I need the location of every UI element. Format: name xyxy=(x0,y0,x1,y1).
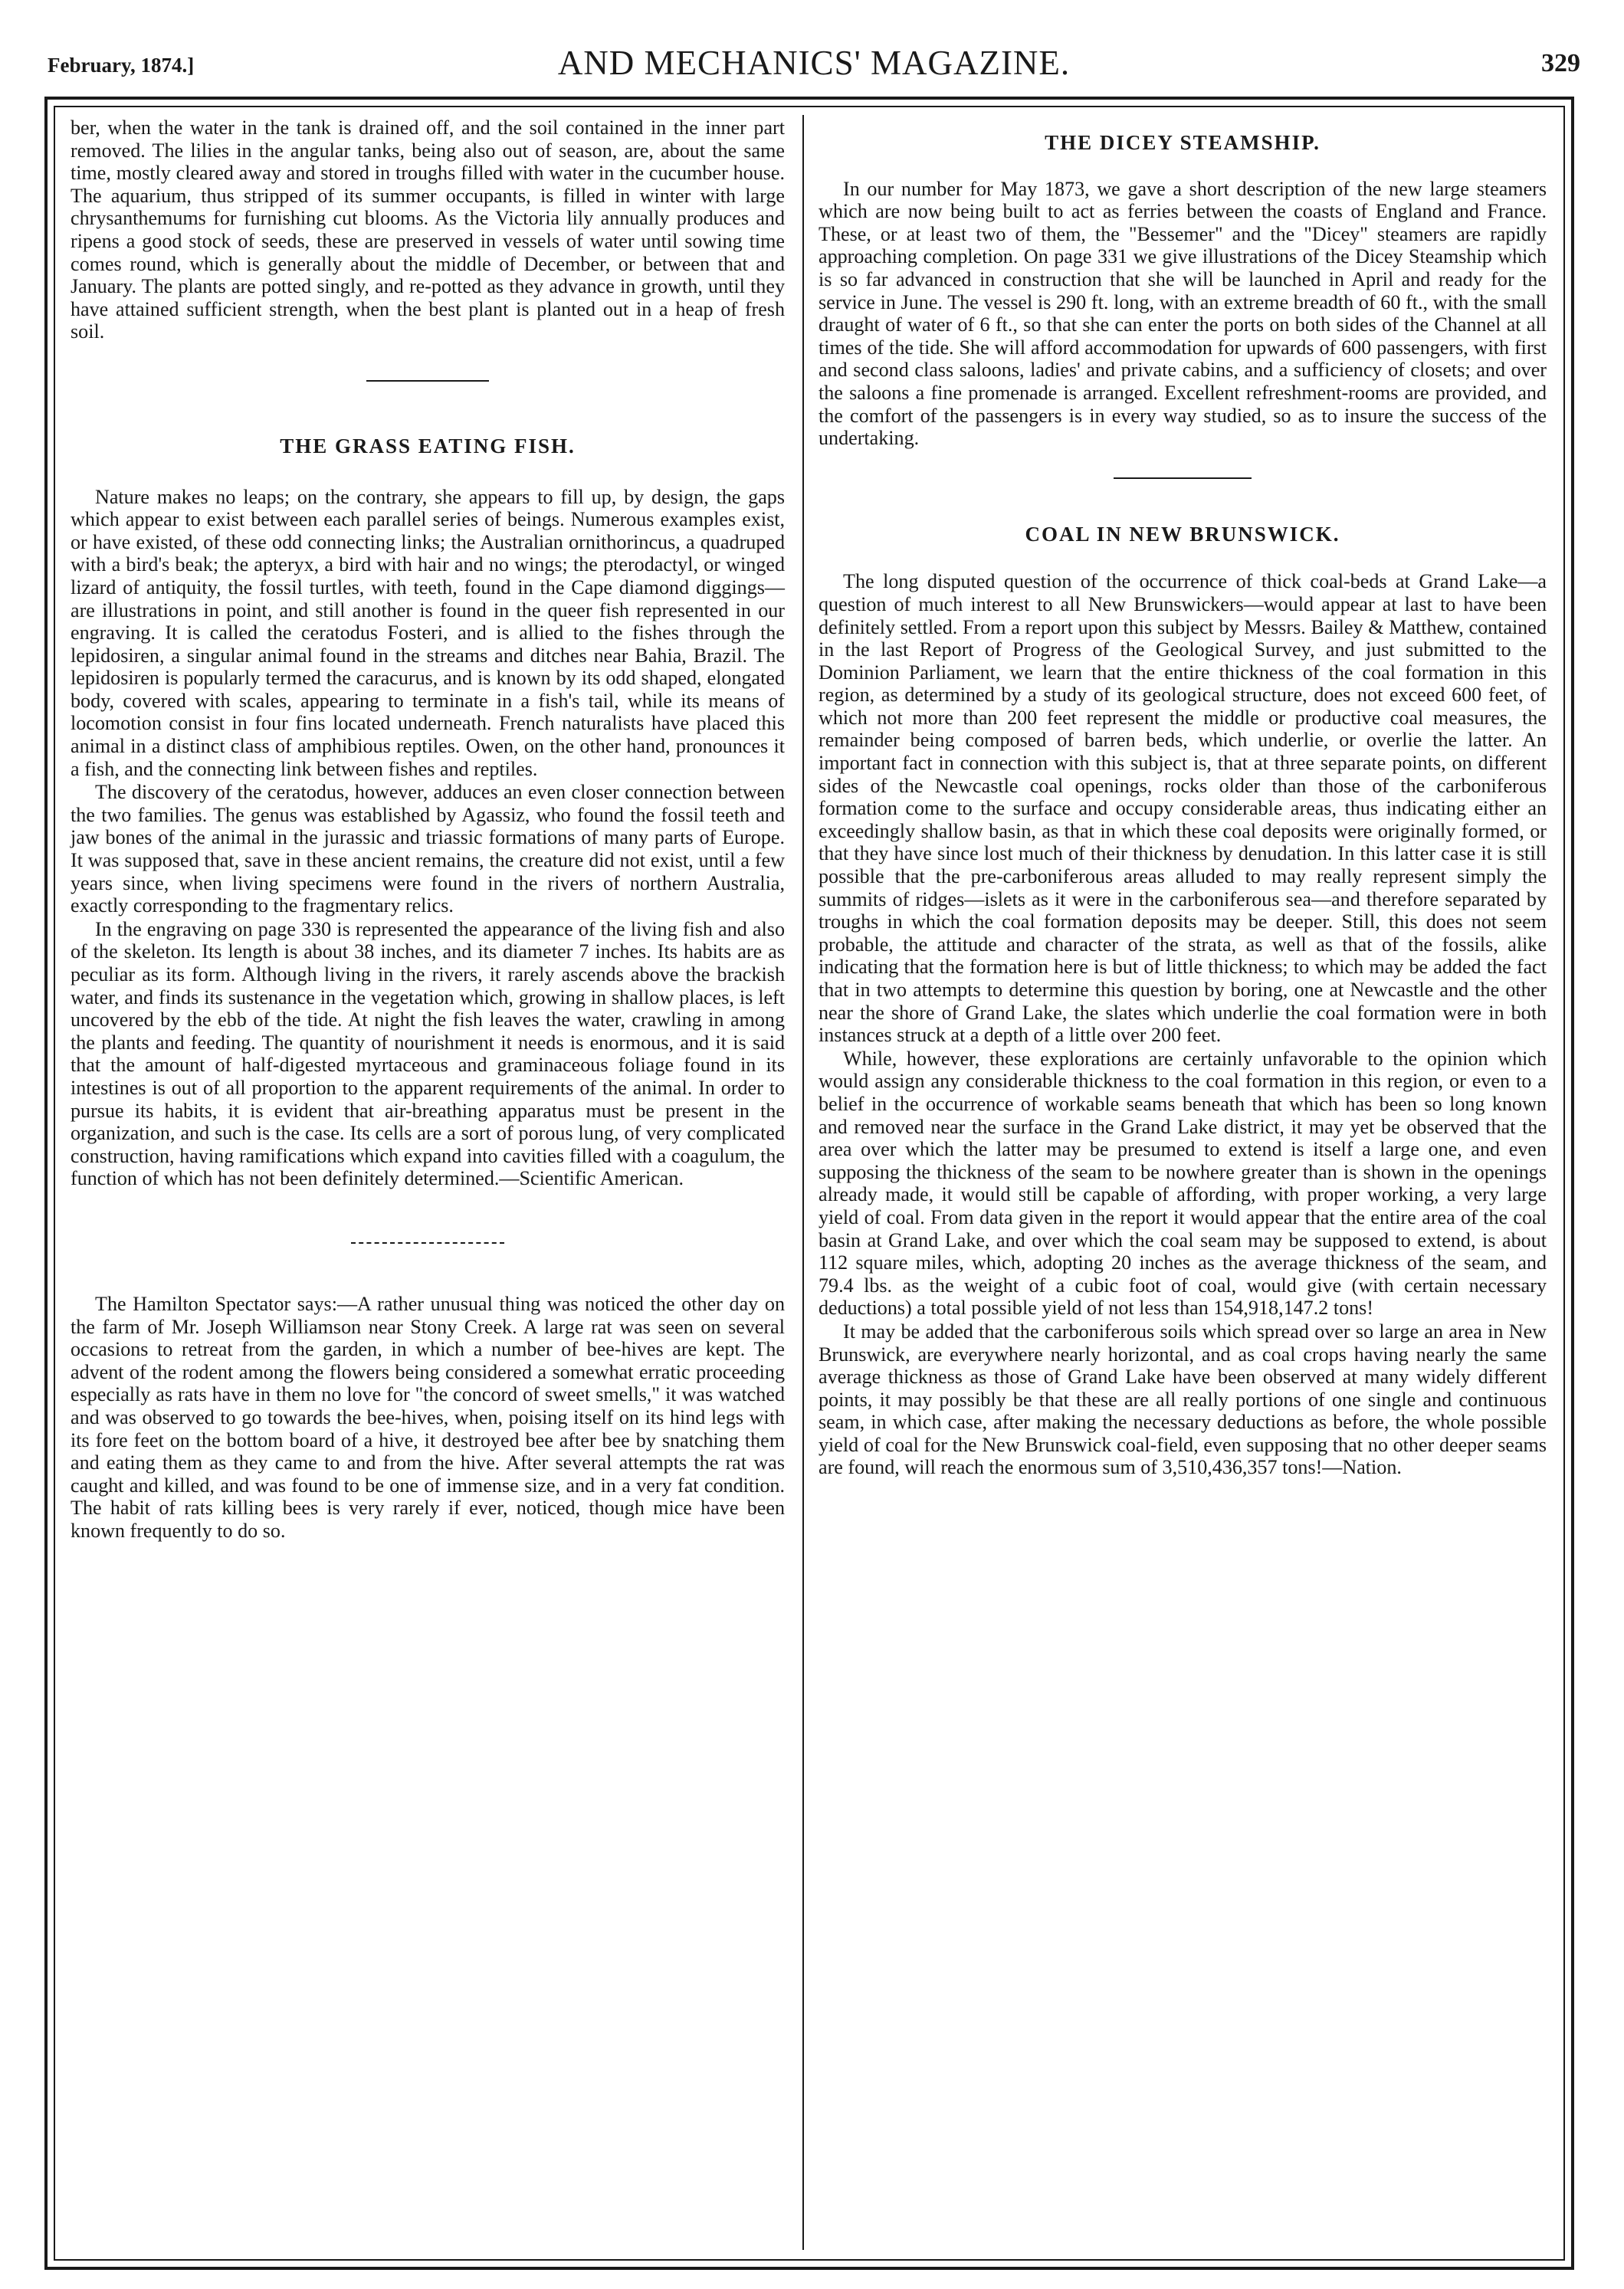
article-paragraph: The discovery of the ceratodus, however, adduces an even closer connection between the two families. The genus was established by Agassiz, who found the fossil teeth and jaw bones of the animal in the jurassic and triassic formations of many parts of Europe. It was supposed that, save in these ancient remains, the creature did not exist, until a few years since, when living specimens were found in the rivers of northern Australia, exactly corresponding to the fragmentary relics. xyxy=(71,781,785,917)
article-paragraph: Nature makes no leaps; on the contrary, she appears to fill up, by design, the gaps which appear to exist between each parallel series of beings. Numerous examples exist, or have existed, of these odd connecting links; the Australian ornithorincus, a quadruped with a bird's beak; the apteryx, a bird with hair and no wings; the pterodactyl, or winged lizard of antiquity, the fossil turtles, with teeth, found in the Cape diamond diggings—are illustrations in point, and still another is found in the queer fish represented in our engraving. It is called the ceratodus Fosteri, and is allied to the fishes through the lepidosiren, a singular animal found in the streams and ditches near Bahia, Brazil. The lepidosiren is popularly termed the caracurus, and is known by its odd shaped, elongated body, covered with scales, appearing to terminate in a fish's tail, while its means of locomotion consist in four fins located underneath. French naturalists have placed this animal in a distinct class of amphibious reptiles. Owen, on the other hand, pronounces it a fish, and the connecting link between fishes and reptiles. xyxy=(71,485,785,780)
article-title-dicey-steamship: THE DICEY STEAMSHIP. xyxy=(1045,131,1321,154)
article-paragraph: In our number for May 1873, we gave a short description of the new large steamers which are now being built to act as ferries between the coasts of England and France. These, or at least two of them, the "Bessemer" and the "Dicey" steamers are rapidly approaching completion. On page 331 we give illustrations of the Dicey Steamship which is so far advanced in construction that she will be launched in April and ready for the service in June. The vessel is 290 ft. long, with an extreme breadth of 60 ft., with the small draught of water of 6 ft., so that she can enter the ports on both sides of the Channel at all times of the tide. She will afford accommodation for upwards of 600 passengers, with first and second class saloons, ladies' and private cabins, and a sufficiency of closets; and over the saloons a fine promenade is arranged. Excellent refreshment-rooms are provided, and the comfort of the passengers is in every way studied, so as to insure the success of the undertaking. xyxy=(819,177,1547,450)
column-divider xyxy=(802,115,804,2250)
magazine-title: AND MECHANICS' MAGAZINE. xyxy=(557,44,1071,82)
article-title-grass-eating-fish: THE GRASS EATING FISH. xyxy=(280,434,576,457)
section-separator xyxy=(1114,477,1252,479)
page-number: 329 xyxy=(1541,49,1580,77)
left-column xyxy=(71,116,785,1543)
article-paragraph: It may be added that the carboniferous soils which spread over so large an area in New Brunswick, are everywhere nearly horizontal, and as coal crops having nearly the same average thickness as those of Grand Lake have been observed at many widely different points, it may possibly be that these are all really portions of one single and continuous seam, in which case, after making the necessary deductions as before, the whole possible yield of coal for the New Brunswick coal-field, even supposing that no other deeper seams are found, will reach the enormous sum of 3,510,436,357 tons!—Nation. xyxy=(819,1320,1547,1479)
article-paragraph: In the engraving on page 330 is represented the appearance of the living fish and also of the skeleton. Its length is about 38 inches, and its diameter 7 inches. Its habits are as peculiar as its form. Although living in the rivers, it rarely ascends above the brackish water, and finds its sustenance in the vegetation which, growing in shallow places, is left uncovered by the ebb of the tide. At night the fish leaves the water, crawling in among the plants and feeding. The quantity of nourishment it needs is enormous, and it is said that the amount of half-digested myrtaceous and graminaceous foliage found in its intestines is out of all proportion to the apparent requirements of the animal. In order to pursue its habits, it is evident that air-breathing apparatus must be present in the organization, and such is the case. Its cells are a sort of porous lung, of very complicated construction, having ramifications which expand into cavities filled with a coagulum, the function of which has not been definitely determined.—Scientific American. xyxy=(71,917,785,1190)
issue-date: February, 1874.] xyxy=(48,54,195,77)
article-paragraph: While, however, these explorations are certainly unfavorable to the opinion which would assign any considerable thickness to the coal formation in this region, or even to a belief in the occurrence of workable seams beneath that which has been so long known and removed near the surface in the Grand Lake district, it may yet be observed that the area over which the latter may be presumed to extend is itself a large one, and even supposing the thickness of the seam to be nowhere greater than is shown in the openings already made, it would still be capable of affording, with proper working, a very large yield of coal. From data given in the report it would appear that the entire area of the coal basin at Grand Lake, and over which the coal seam may be supposed to extend, is about 112 square miles, which, adopting 20 inches as the average thickness of the seam, and 79.4 lbs. as the weight of a cubic foot of coal, would give (with certain necessary deductions) a total possible yield of not less than 154,918,147.2 tons! xyxy=(819,1047,1547,1320)
article-paragraph: The Hamilton Spectator says:—A rather unusual thing was noticed the other day on the farm of Mr. Joseph Williamson near Stony Creek. A large rat was seen on several occasions to retreat from the garden, in which a number of bee-hives are kept. The advent of the rodent among the flowers being considered a somewhat erratic proceeding especially as rats have in them no love for "the concord of sweet smells," it was watched and was observed to go towards the bee-hives, when, poising itself on its hind legs with its fore feet on the bottom board of a hive, it destroyed bee after bee by snatching them and eating them as they came to and from the hive. After several attempts the rat was caught and killed, and was found to be one of immense size, and in a very fat condition. The habit of rats killing bees is very rarely if ever, noticed, though mice have been known frequently to do so. xyxy=(71,1292,785,1542)
section-separator xyxy=(366,380,489,382)
continued-paragraph: ber, when the water in the tank is drained off, and the soil contained in the inner part removed. The lilies in the angular tanks, being also out of season, are, about the same time, mostly cleared away and stored in troughs filled with water in the cucumber house. The aquarium, thus stripped of its summer occupants, is filled in winter with large chrysanthemums for furnishing cut blooms. As the Victoria lily annually produces and ripens a good stock of seeds, these are preserved in vessels of water until sowing time comes round, which is generally about the middle of December, or between that and January. The plants are potted singly, and re-potted as they advance in growth, until they have attained sufficient strength, when the best plant is planted out in a heap of fresh soil. xyxy=(71,116,785,343)
right-column xyxy=(819,116,1547,1480)
article-paragraph: The long disputed question of the occurrence of thick coal-beds at Grand Lake—a question of much interest to all New Brunswickers—would appear at last to have been definitely settled. From a report upon this subject by Messrs. Bailey & Matthew, contained in the last Report of Progress of the Geological Survey, and just submitted to the Dominion Parliament, we learn that the entire thickness of the coal formation in this region, as determined by a study of its geological structure, does not exceed 600 feet, of which not more than 200 feet represent the middle or productive coal measures, the remainder being composed of barren beds, which underlie, or overlie the latter. An important fact in connection with this subject is, that at three separate points, on different sides of the Newcastle coal openings, rocks older than those of the carboniferous formation come to the surface and occupy considerable areas, thus indicating either an exceedingly shallow basin, as that in which these coal deposits were originally formed, or that they have since lost much of their thickness by denudation. In this latter case it is still possible that the pre-carboniferous areas alluded to may really represent simply the summits of ridges—islets as it were in the carboniferous sea—and therefore separated by troughs in which the coal formation deposits may be deeper. Still, this does not seem probable, the attitude and character of the strata, as well as that of the fossils, alike indicating that the formation here is but of little thickness; to which may be added the fact that in two attempts to determine this question by boring, one at Newcastle and the other near the shore of Grand Lake, the slates which underlie the coal formation were in both instances struck at a depth of a little over 200 feet. xyxy=(819,570,1547,1047)
article-title-coal-new-brunswick: COAL IN NEW BRUNSWICK. xyxy=(1025,522,1340,546)
section-separator xyxy=(351,1242,504,1244)
running-head xyxy=(48,43,1580,86)
